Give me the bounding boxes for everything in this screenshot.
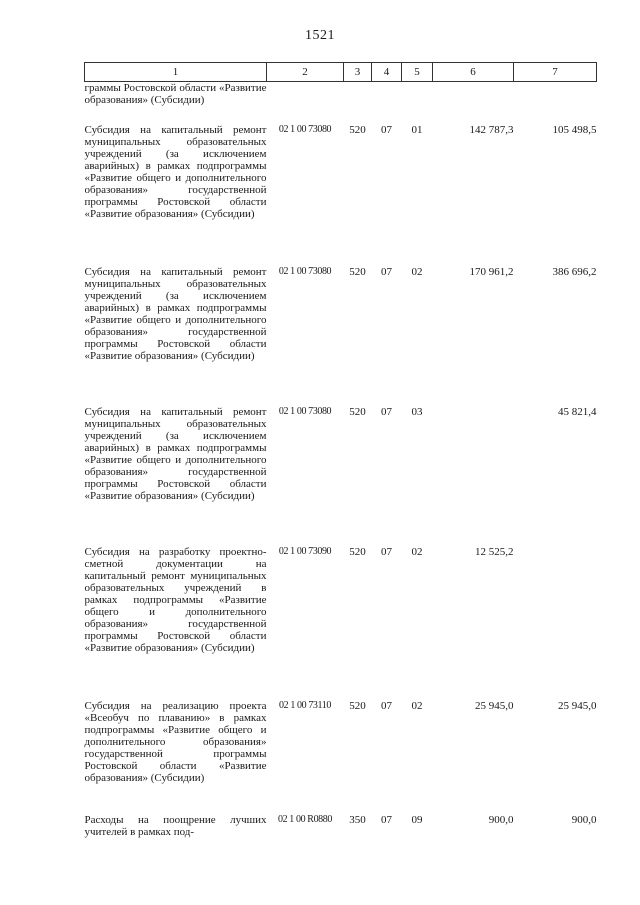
row-section (372, 82, 402, 119)
row-name: Субсидия на разработку проектно-сметной документации на капитальный ремонт муниципальных образовательных учреждений в рамках подпрограммы «Развитие общего и дополнительного образования» государственной программы Ростовской области «Развитие образования» (Субсидии) (84, 546, 267, 654)
row-section: 07 (381, 814, 392, 826)
row-amount-2: 105 498,5 (552, 124, 597, 136)
row-section: 07 (381, 406, 392, 418)
row-name: граммы Ростовской области «Развитие образования» (Субсидии) (84, 82, 267, 106)
row-amount-2: 25 945,0 (558, 700, 597, 712)
row-amount-1: 170 961,2 (469, 266, 514, 278)
row-subsection (402, 82, 433, 119)
row-expense-type: 520 (349, 406, 366, 418)
row-target-code (267, 82, 344, 119)
row-amount-1: 12 525,2 (475, 546, 514, 558)
col-header-5: 5 (402, 63, 433, 82)
col-header-7: 7 (514, 63, 597, 82)
row-subsection: 09 (411, 814, 423, 826)
row-amount-1: 900,0 (488, 814, 514, 826)
row-section: 07 (381, 546, 392, 558)
row-name: Расходы на поощрение лучших учителей в рамках под- (84, 814, 267, 838)
row-subsection: 02 (411, 700, 423, 712)
row-amount-1: 142 787,3 (469, 124, 514, 136)
row-target-code: 02 1 00 73080 (278, 266, 332, 277)
col-header-4: 4 (372, 63, 402, 82)
row-target-code: 02 1 00 73080 (278, 124, 332, 135)
row-expense-type: 350 (349, 814, 366, 826)
row-section: 07 (381, 124, 392, 136)
row-subsection: 02 (411, 546, 423, 558)
col-header-1: 1 (85, 63, 267, 82)
col-header-2: 2 (267, 63, 344, 82)
row-expense-type: 520 (349, 546, 366, 558)
row-name: Субсидия на капитальный ремонт муниципальных образовательных учреждений (за исключением аварийных) в рамках подпрограммы «Развитие общего и дополнительного образования» государственной программы Ростовской области «Развитие образования» (Субсидии) (84, 266, 267, 362)
page-number: 1521 (305, 28, 335, 43)
row-expense-type (344, 82, 372, 119)
row-amount-2 (514, 540, 597, 694)
table-row (85, 540, 597, 694)
row-subsection: 02 (411, 266, 423, 278)
row-target-code: 02 1 00 R0880 (278, 814, 332, 825)
row-amount-2 (514, 82, 597, 119)
row-expense-type: 520 (349, 700, 366, 712)
column-number-header (85, 63, 597, 82)
row-amount-1: 25 945,0 (475, 700, 514, 712)
row-subsection: 03 (411, 406, 423, 418)
row-amount-2: 386 696,2 (552, 266, 597, 278)
table-row (85, 118, 597, 260)
table-row (85, 260, 597, 400)
table-row (85, 82, 597, 119)
col-header-3: 3 (344, 63, 372, 82)
row-target-code: 02 1 00 73090 (278, 546, 332, 557)
row-section: 07 (381, 266, 392, 278)
row-amount-1 (433, 82, 514, 119)
table-row (85, 694, 597, 808)
budget-table (84, 62, 597, 844)
row-amount-2: 900,0 (571, 814, 597, 826)
row-amount-2: 45 821,4 (558, 406, 597, 418)
row-subsection: 01 (411, 124, 423, 136)
row-expense-type: 520 (349, 266, 366, 278)
table-row (85, 808, 597, 844)
row-name: Субсидия на реализацию проекта «Всеобуч по плаванию» в рамках подпрограммы «Развитие общего и дополнительного образования» государственной программы Ростовской области «Развитие образования» (Субсидии) (84, 700, 267, 784)
row-amount-1 (433, 400, 514, 540)
row-name: Субсидия на капитальный ремонт муниципальных образовательных учреждений (за исключением аварийных) в рамках подпрограммы «Развитие общего и дополнительного образования» государственной программы Ростовской области «Развитие образования» (Субсидии) (84, 406, 267, 502)
row-target-code: 02 1 00 73110 (279, 700, 331, 711)
table-row (85, 400, 597, 540)
row-expense-type: 520 (349, 124, 366, 136)
row-name: Субсидия на капитальный ремонт муниципальных образовательных учреждений (за исключением аварийных) в рамках подпрограммы «Развитие общего и дополнительного образования» государственной программы Ростовской области «Развитие образования» (Субсидии) (84, 124, 267, 220)
row-target-code: 02 1 00 73080 (278, 406, 332, 417)
col-header-6: 6 (433, 63, 514, 82)
row-section: 07 (381, 700, 392, 712)
